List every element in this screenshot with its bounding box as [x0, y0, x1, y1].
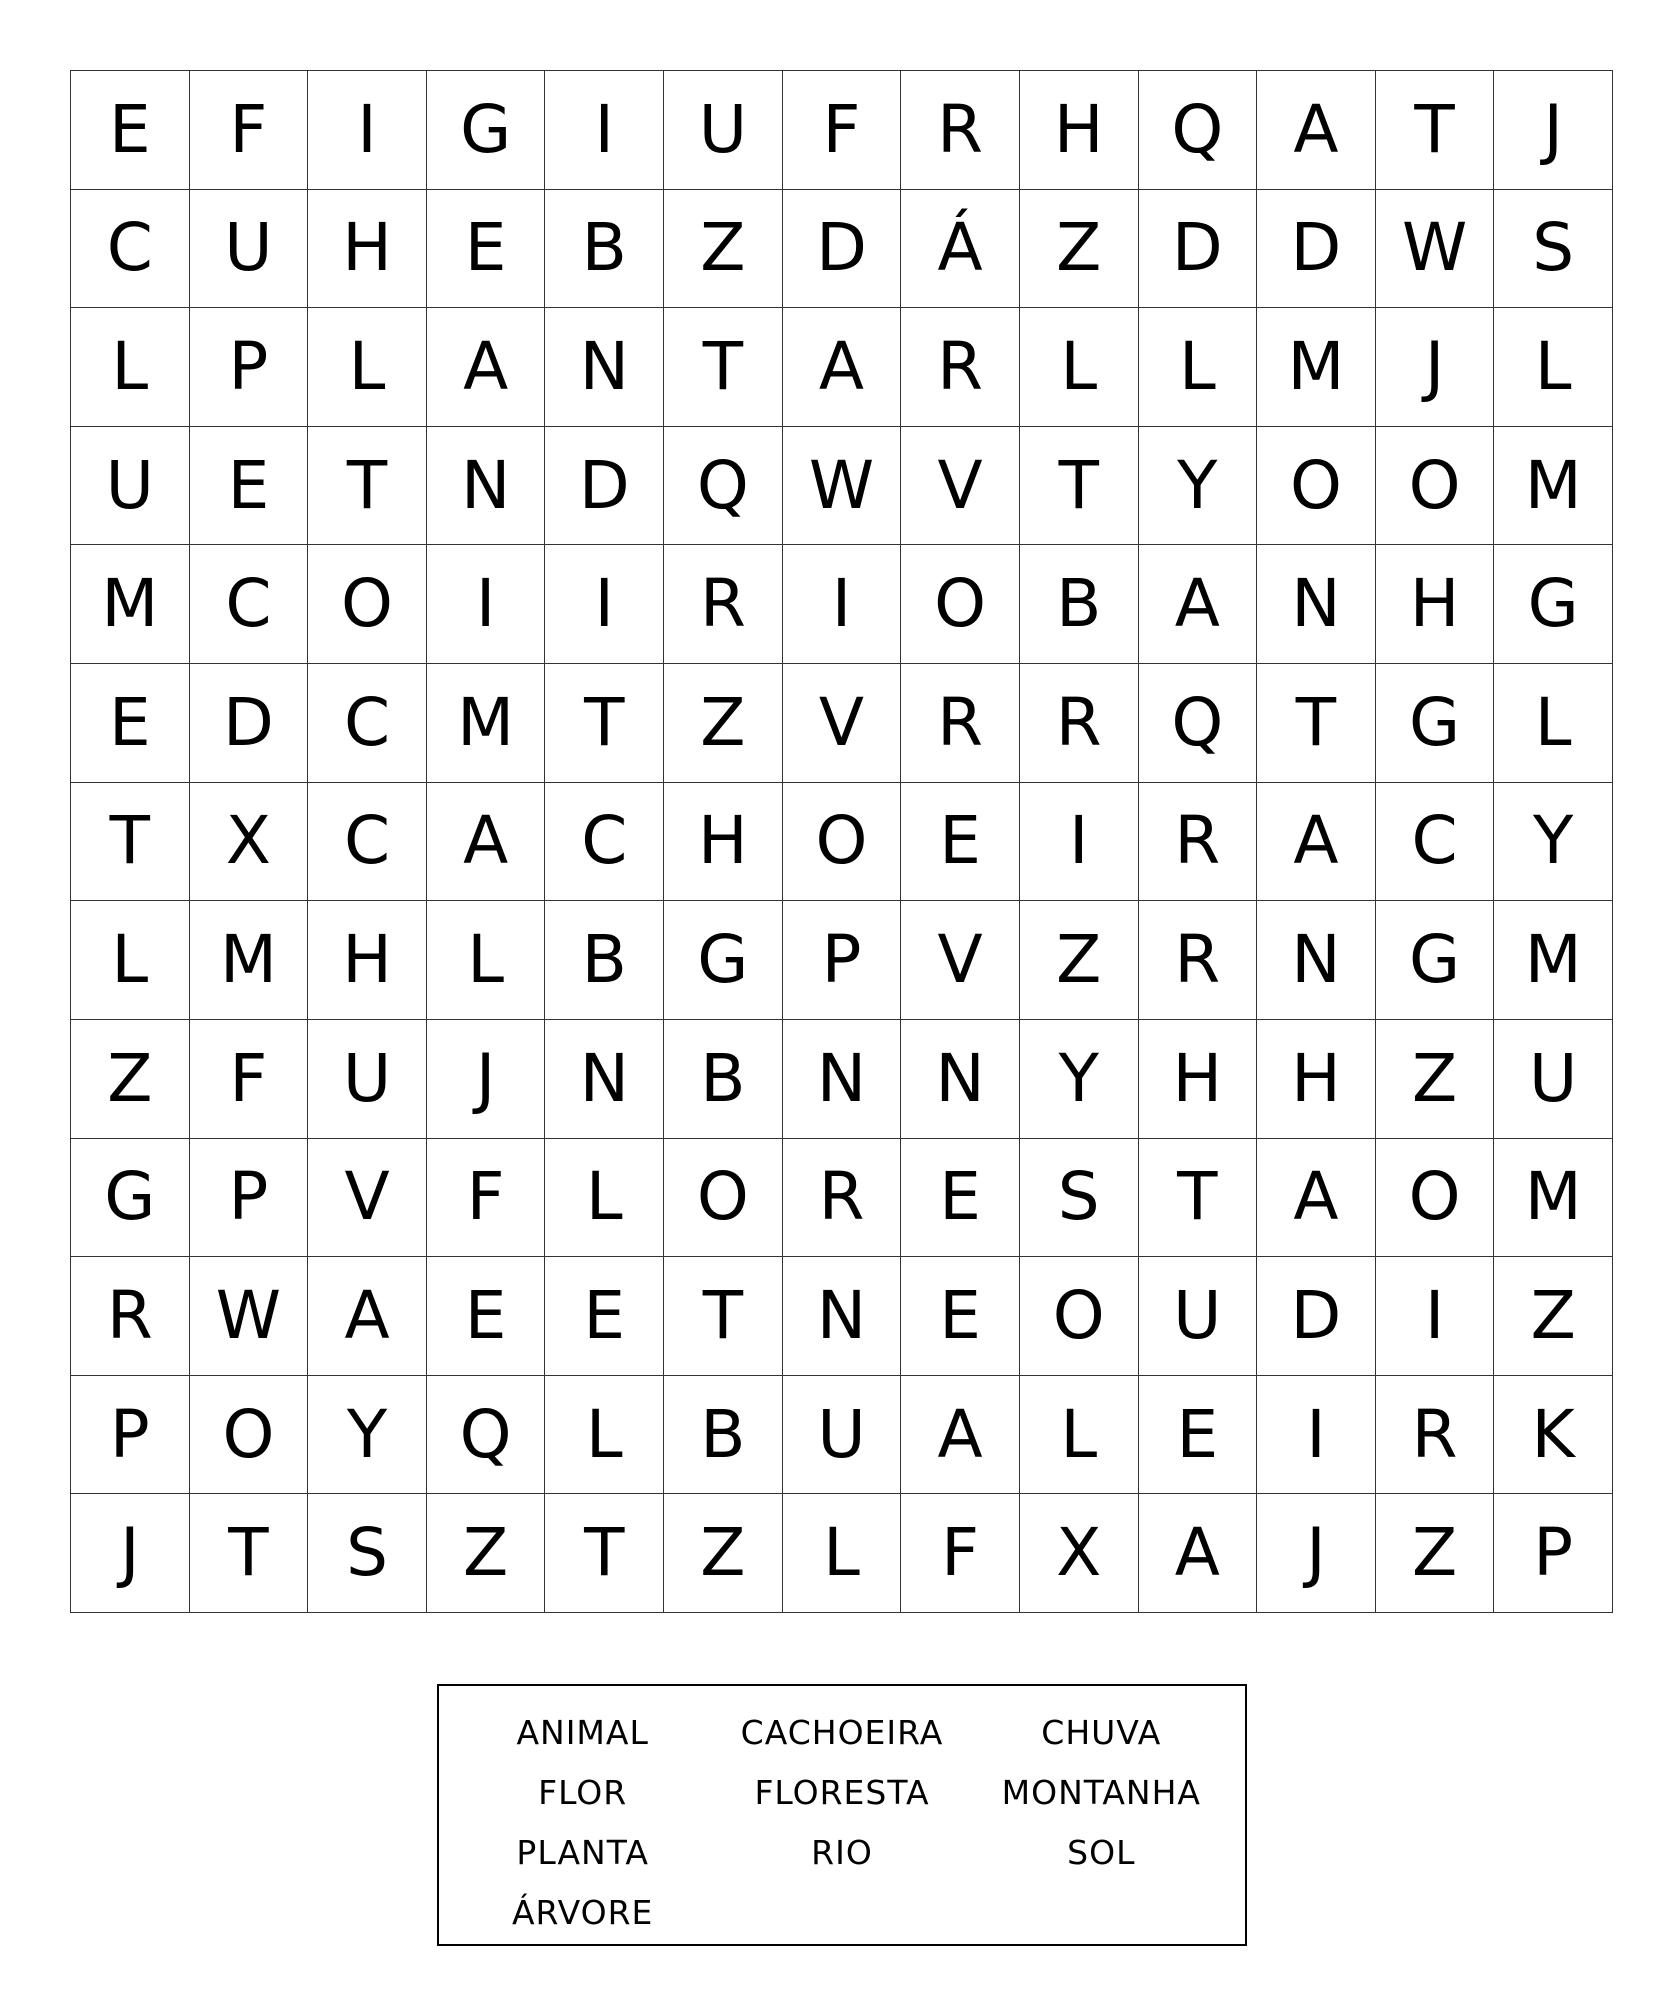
- grid-cell[interactable]: J: [1257, 1494, 1376, 1613]
- grid-cell[interactable]: R: [71, 1257, 190, 1376]
- grid-cell[interactable]: Z: [1020, 901, 1139, 1020]
- grid-cell[interactable]: N: [545, 308, 664, 427]
- grid-cell[interactable]: Á: [901, 190, 1020, 309]
- grid-cell[interactable]: Z: [427, 1494, 546, 1613]
- grid-cell[interactable]: N: [545, 1020, 664, 1139]
- grid-cell[interactable]: Q: [664, 427, 783, 546]
- grid-cell[interactable]: T: [1376, 71, 1495, 190]
- word-bank-item: ÁRVORE: [511, 1892, 654, 1932]
- grid-cell[interactable]: R: [1139, 901, 1258, 1020]
- grid-cell[interactable]: U: [190, 190, 309, 309]
- grid-cell[interactable]: A: [427, 308, 546, 427]
- grid-cell[interactable]: W: [1376, 190, 1495, 309]
- grid-cell[interactable]: M: [1257, 308, 1376, 427]
- grid-cell[interactable]: J: [1376, 308, 1495, 427]
- grid-cell[interactable]: V: [308, 1139, 427, 1258]
- grid-cell[interactable]: Z: [1020, 190, 1139, 309]
- grid-cell[interactable]: F: [901, 1494, 1020, 1613]
- grid-cell[interactable]: I: [308, 71, 427, 190]
- grid-cell[interactable]: M: [1494, 1139, 1613, 1258]
- grid-cell[interactable]: W: [190, 1257, 309, 1376]
- grid-cell[interactable]: G: [427, 71, 546, 190]
- grid-cell[interactable]: P: [1494, 1494, 1613, 1613]
- grid-cell[interactable]: D: [1257, 190, 1376, 309]
- grid-cell[interactable]: O: [190, 1376, 309, 1495]
- grid-cell[interactable]: V: [901, 427, 1020, 546]
- grid-cell[interactable]: V: [783, 664, 902, 783]
- grid-cell[interactable]: B: [664, 1376, 783, 1495]
- grid-cell[interactable]: H: [1257, 1020, 1376, 1139]
- grid-cell[interactable]: A: [1257, 71, 1376, 190]
- grid-cell[interactable]: Z: [664, 1494, 783, 1613]
- grid-cell[interactable]: T: [545, 664, 664, 783]
- grid-cell[interactable]: Z: [1376, 1020, 1495, 1139]
- grid-cell[interactable]: W: [783, 427, 902, 546]
- grid-cell[interactable]: R: [1376, 1376, 1495, 1495]
- grid-cell[interactable]: L: [1020, 308, 1139, 427]
- grid-cell[interactable]: F: [190, 1020, 309, 1139]
- grid-cell[interactable]: I: [427, 545, 546, 664]
- grid-cell[interactable]: O: [1376, 1139, 1495, 1258]
- grid-cell[interactable]: P: [783, 901, 902, 1020]
- grid-cell[interactable]: L: [1494, 308, 1613, 427]
- grid-cell[interactable]: A: [308, 1257, 427, 1376]
- grid-cell[interactable]: A: [1257, 1139, 1376, 1258]
- grid-cell[interactable]: O: [664, 1139, 783, 1258]
- grid-cell[interactable]: O: [1020, 1257, 1139, 1376]
- grid-cell[interactable]: F: [783, 71, 902, 190]
- grid-cell[interactable]: T: [664, 308, 783, 427]
- grid-cell[interactable]: E: [71, 664, 190, 783]
- grid-cell[interactable]: T: [308, 427, 427, 546]
- grid-cell[interactable]: N: [783, 1020, 902, 1139]
- word-bank-item: CACHOEIRA: [740, 1712, 944, 1752]
- grid-cell[interactable]: B: [1020, 545, 1139, 664]
- grid-cell[interactable]: X: [1020, 1494, 1139, 1613]
- grid-cell[interactable]: L: [545, 1139, 664, 1258]
- grid-cell[interactable]: B: [545, 901, 664, 1020]
- grid-cell[interactable]: D: [1139, 190, 1258, 309]
- grid-cell[interactable]: U: [783, 1376, 902, 1495]
- grid-cell[interactable]: M: [1494, 901, 1613, 1020]
- grid-cell[interactable]: F: [190, 71, 309, 190]
- grid-cell[interactable]: R: [1139, 783, 1258, 902]
- grid-cell[interactable]: R: [1020, 664, 1139, 783]
- grid-cell[interactable]: N: [1257, 901, 1376, 1020]
- grid-cell[interactable]: N: [427, 427, 546, 546]
- grid-cell[interactable]: E: [545, 1257, 664, 1376]
- grid-cell[interactable]: M: [1494, 427, 1613, 546]
- grid-cell[interactable]: H: [1376, 545, 1495, 664]
- word-bank-item: FLORESTA: [754, 1772, 930, 1812]
- grid-cell[interactable]: X: [190, 783, 309, 902]
- grid-cell[interactable]: I: [1020, 783, 1139, 902]
- grid-cell[interactable]: J: [1494, 71, 1613, 190]
- grid-cell[interactable]: A: [783, 308, 902, 427]
- grid-cell[interactable]: I: [545, 545, 664, 664]
- grid-cell[interactable]: D: [1257, 1257, 1376, 1376]
- grid-cell[interactable]: R: [901, 664, 1020, 783]
- grid-cell[interactable]: L: [71, 901, 190, 1020]
- grid-cell[interactable]: H: [664, 783, 783, 902]
- grid-cell[interactable]: T: [545, 1494, 664, 1613]
- grid-cell[interactable]: D: [545, 427, 664, 546]
- grid-cell[interactable]: L: [1139, 308, 1258, 427]
- grid-cell[interactable]: T: [71, 783, 190, 902]
- grid-cell[interactable]: T: [1257, 664, 1376, 783]
- grid-cell[interactable]: A: [1257, 783, 1376, 902]
- grid-cell[interactable]: E: [427, 190, 546, 309]
- grid-cell[interactable]: Y: [1139, 427, 1258, 546]
- grid-cell[interactable]: Z: [664, 190, 783, 309]
- grid-cell[interactable]: K: [1494, 1376, 1613, 1495]
- grid-cell[interactable]: O: [783, 783, 902, 902]
- grid-cell[interactable]: S: [308, 1494, 427, 1613]
- grid-cell[interactable]: L: [1020, 1376, 1139, 1495]
- grid-cell[interactable]: E: [190, 427, 309, 546]
- grid-cell[interactable]: C: [308, 783, 427, 902]
- grid-cell[interactable]: E: [427, 1257, 546, 1376]
- grid-cell[interactable]: Q: [1139, 71, 1258, 190]
- grid-cell[interactable]: E: [901, 783, 1020, 902]
- grid-cell[interactable]: U: [71, 427, 190, 546]
- grid-cell[interactable]: E: [901, 1139, 1020, 1258]
- grid-cell[interactable]: Z: [664, 664, 783, 783]
- grid-cell[interactable]: L: [1494, 664, 1613, 783]
- grid-cell[interactable]: V: [901, 901, 1020, 1020]
- grid-cell[interactable]: A: [901, 1376, 1020, 1495]
- grid-cell[interactable]: C: [308, 664, 427, 783]
- grid-cell[interactable]: J: [427, 1020, 546, 1139]
- grid-cell[interactable]: G: [1494, 545, 1613, 664]
- grid-cell[interactable]: Q: [1139, 664, 1258, 783]
- grid-cell[interactable]: M: [427, 664, 546, 783]
- grid-cell[interactable]: F: [427, 1139, 546, 1258]
- grid-cell[interactable]: H: [1139, 1020, 1258, 1139]
- word-bank-item: PLANTA: [516, 1832, 649, 1872]
- grid-cell[interactable]: A: [1139, 545, 1258, 664]
- grid-cell[interactable]: O: [901, 545, 1020, 664]
- grid-cell[interactable]: C: [545, 783, 664, 902]
- grid-cell[interactable]: T: [1020, 427, 1139, 546]
- word-bank-item: CHUVA: [1041, 1712, 1162, 1752]
- grid-cell[interactable]: S: [1494, 190, 1613, 309]
- word-bank-item: RIO: [811, 1832, 873, 1872]
- grid-cell[interactable]: I: [783, 545, 902, 664]
- grid-cell[interactable]: P: [71, 1376, 190, 1495]
- grid-cell[interactable]: L: [545, 1376, 664, 1495]
- grid-cell[interactable]: P: [190, 1139, 309, 1258]
- grid-cell[interactable]: S: [1020, 1139, 1139, 1258]
- grid-cell[interactable]: G: [664, 901, 783, 1020]
- letter-grid: [70, 70, 1613, 1613]
- grid-cell[interactable]: H: [1020, 71, 1139, 190]
- grid-cell[interactable]: L: [427, 901, 546, 1020]
- grid-cell[interactable]: C: [1376, 783, 1495, 902]
- grid-cell[interactable]: D: [783, 190, 902, 309]
- word-bank-item: MONTANHA: [1001, 1772, 1202, 1812]
- word-bank-item: SOL: [1067, 1832, 1136, 1872]
- grid-cell[interactable]: L: [308, 308, 427, 427]
- grid-cell[interactable]: E: [71, 71, 190, 190]
- grid-cell[interactable]: P: [190, 308, 309, 427]
- grid-cell[interactable]: R: [901, 71, 1020, 190]
- grid-cell[interactable]: U: [1494, 1020, 1613, 1139]
- grid-cell[interactable]: G: [71, 1139, 190, 1258]
- grid-cell[interactable]: C: [190, 545, 309, 664]
- grid-cell[interactable]: E: [901, 1257, 1020, 1376]
- grid-cell[interactable]: B: [664, 1020, 783, 1139]
- grid-cell[interactable]: Y: [308, 1376, 427, 1495]
- grid-cell[interactable]: R: [901, 308, 1020, 427]
- grid-cell[interactable]: E: [1139, 1376, 1258, 1495]
- grid-cell[interactable]: A: [427, 783, 546, 902]
- grid-cell[interactable]: J: [71, 1494, 190, 1613]
- grid-cell[interactable]: B: [545, 190, 664, 309]
- word-bank-item: ANIMAL: [516, 1712, 649, 1752]
- grid-cell[interactable]: N: [901, 1020, 1020, 1139]
- grid-cell[interactable]: M: [190, 901, 309, 1020]
- grid-cell[interactable]: T: [1139, 1139, 1258, 1258]
- grid-cell[interactable]: O: [308, 545, 427, 664]
- grid-cell[interactable]: U: [664, 71, 783, 190]
- grid-cell[interactable]: I: [1257, 1376, 1376, 1495]
- grid-cell[interactable]: G: [1376, 664, 1495, 783]
- grid-cell[interactable]: H: [308, 901, 427, 1020]
- grid-cell[interactable]: Q: [427, 1376, 546, 1495]
- grid-cell[interactable]: U: [1139, 1257, 1258, 1376]
- grid-cell[interactable]: N: [783, 1257, 902, 1376]
- grid-cell[interactable]: I: [545, 71, 664, 190]
- grid-cell[interactable]: L: [783, 1494, 902, 1613]
- grid-cell[interactable]: Z: [1376, 1494, 1495, 1613]
- grid-cell[interactable]: O: [1376, 427, 1495, 546]
- grid-cell[interactable]: D: [190, 664, 309, 783]
- grid-cell[interactable]: T: [190, 1494, 309, 1613]
- grid-cell[interactable]: N: [1257, 545, 1376, 664]
- grid-cell[interactable]: H: [308, 190, 427, 309]
- grid-cell[interactable]: R: [783, 1139, 902, 1258]
- grid-cell[interactable]: I: [1376, 1257, 1495, 1376]
- word-bank-item: FLOR: [538, 1772, 628, 1812]
- grid-cell[interactable]: L: [71, 308, 190, 427]
- grid-cell[interactable]: R: [664, 545, 783, 664]
- grid-cell[interactable]: G: [1376, 901, 1495, 1020]
- grid-cell[interactable]: O: [1257, 427, 1376, 546]
- grid-cell[interactable]: Z: [1494, 1257, 1613, 1376]
- grid-cell[interactable]: Y: [1020, 1020, 1139, 1139]
- grid-cell[interactable]: C: [71, 190, 190, 309]
- grid-cell[interactable]: M: [71, 545, 190, 664]
- grid-cell[interactable]: Z: [71, 1020, 190, 1139]
- word-bank: [437, 1684, 1247, 1946]
- grid-cell[interactable]: T: [664, 1257, 783, 1376]
- grid-cell[interactable]: U: [308, 1020, 427, 1139]
- grid-cell[interactable]: A: [1139, 1494, 1258, 1613]
- grid-cell[interactable]: Y: [1494, 783, 1613, 902]
